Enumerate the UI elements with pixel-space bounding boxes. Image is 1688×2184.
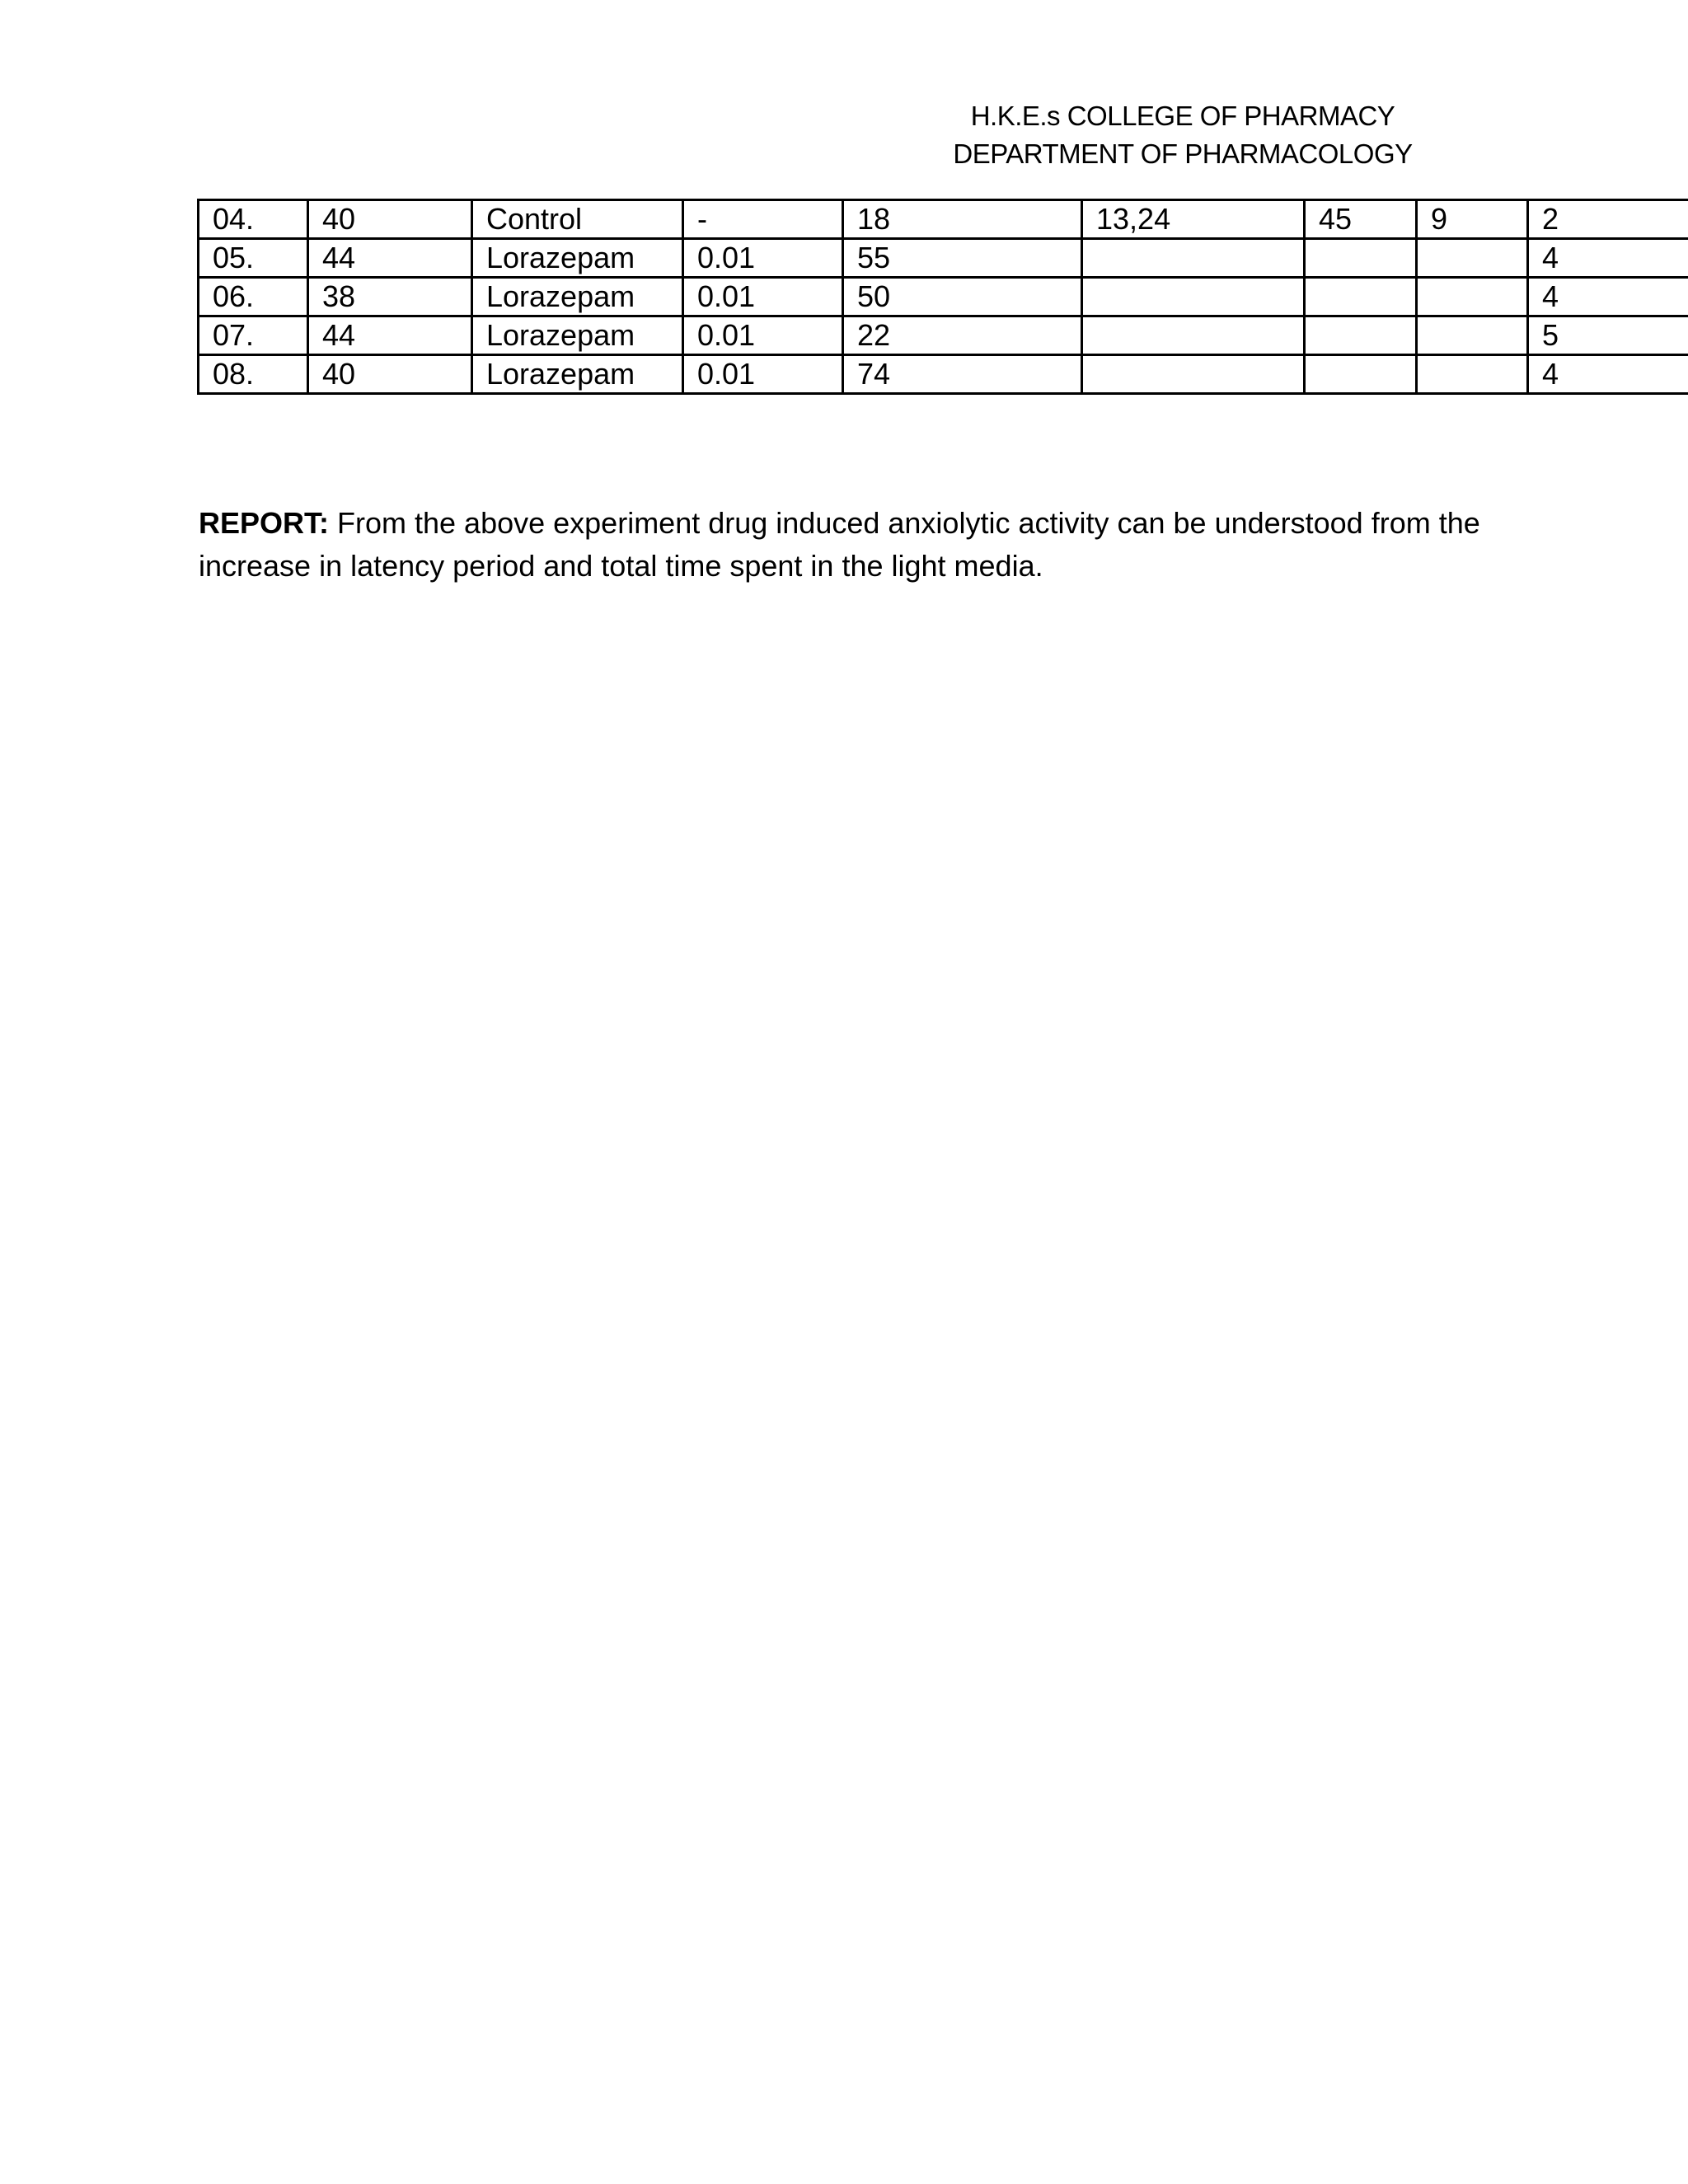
- cell-dose: 0.01: [683, 316, 843, 355]
- cell-value-5: 4: [1528, 355, 1688, 394]
- cell-value-5: 4: [1528, 239, 1688, 278]
- cell-weight: 44: [308, 239, 472, 278]
- cell-dose: 0.01: [683, 239, 843, 278]
- cell-value-5: 4: [1528, 278, 1688, 316]
- cell-dose: 0.01: [683, 355, 843, 394]
- table-row: [199, 278, 1688, 316]
- report-text: From the above experiment drug induced anxiolytic activity can be understood from the increase in latency period and total time spent in the light media.: [199, 506, 1480, 583]
- cell-serial: 05.: [199, 239, 308, 278]
- cell-value-2: [1082, 278, 1305, 316]
- cell-value-4: [1417, 316, 1528, 355]
- cell-value-3: [1305, 239, 1417, 278]
- cell-value-3: [1305, 355, 1417, 394]
- table-row: [199, 200, 1688, 239]
- cell-value-3: 45: [1305, 200, 1417, 239]
- cell-value-3: [1305, 278, 1417, 316]
- college-name: H.K.E.s COLLEGE OF PHARMACY: [970, 101, 1395, 131]
- cell-value-1: 50: [843, 278, 1082, 316]
- cell-value-5: 2: [1528, 200, 1688, 239]
- department-name: DEPARTMENT OF PHARMACOLOGY: [953, 138, 1413, 169]
- cell-value-1: 18: [843, 200, 1082, 239]
- page-header: [923, 97, 1442, 173]
- results-table: [197, 199, 1688, 395]
- cell-drug: Lorazepam: [472, 355, 683, 394]
- table-row: [199, 316, 1688, 355]
- cell-drug: Lorazepam: [472, 316, 683, 355]
- cell-dose: 0.01: [683, 278, 843, 316]
- cell-serial: 07.: [199, 316, 308, 355]
- cell-serial: 04.: [199, 200, 308, 239]
- cell-serial: 08.: [199, 355, 308, 394]
- cell-value-5: 5: [1528, 316, 1688, 355]
- table-row: [199, 239, 1688, 278]
- cell-weight: 40: [308, 355, 472, 394]
- cell-value-2: 13,24: [1082, 200, 1305, 239]
- cell-dose: -: [683, 200, 843, 239]
- report-label: REPORT:: [199, 506, 330, 540]
- cell-weight: 44: [308, 316, 472, 355]
- cell-value-1: 74: [843, 355, 1082, 394]
- cell-value-4: [1417, 278, 1528, 316]
- cell-value-2: [1082, 316, 1305, 355]
- cell-value-3: [1305, 316, 1417, 355]
- cell-serial: 06.: [199, 278, 308, 316]
- cell-weight: 40: [308, 200, 472, 239]
- cell-value-1: 22: [843, 316, 1082, 355]
- cell-value-2: [1082, 355, 1305, 394]
- cell-drug: Lorazepam: [472, 278, 683, 316]
- cell-drug: Lorazepam: [472, 239, 683, 278]
- cell-value-1: 55: [843, 239, 1082, 278]
- table-row: [199, 355, 1688, 394]
- cell-value-2: [1082, 239, 1305, 278]
- report-paragraph: [199, 502, 1484, 588]
- cell-drug: Control: [472, 200, 683, 239]
- cell-value-4: 9: [1417, 200, 1528, 239]
- cell-value-4: [1417, 239, 1528, 278]
- cell-value-4: [1417, 355, 1528, 394]
- cell-weight: 38: [308, 278, 472, 316]
